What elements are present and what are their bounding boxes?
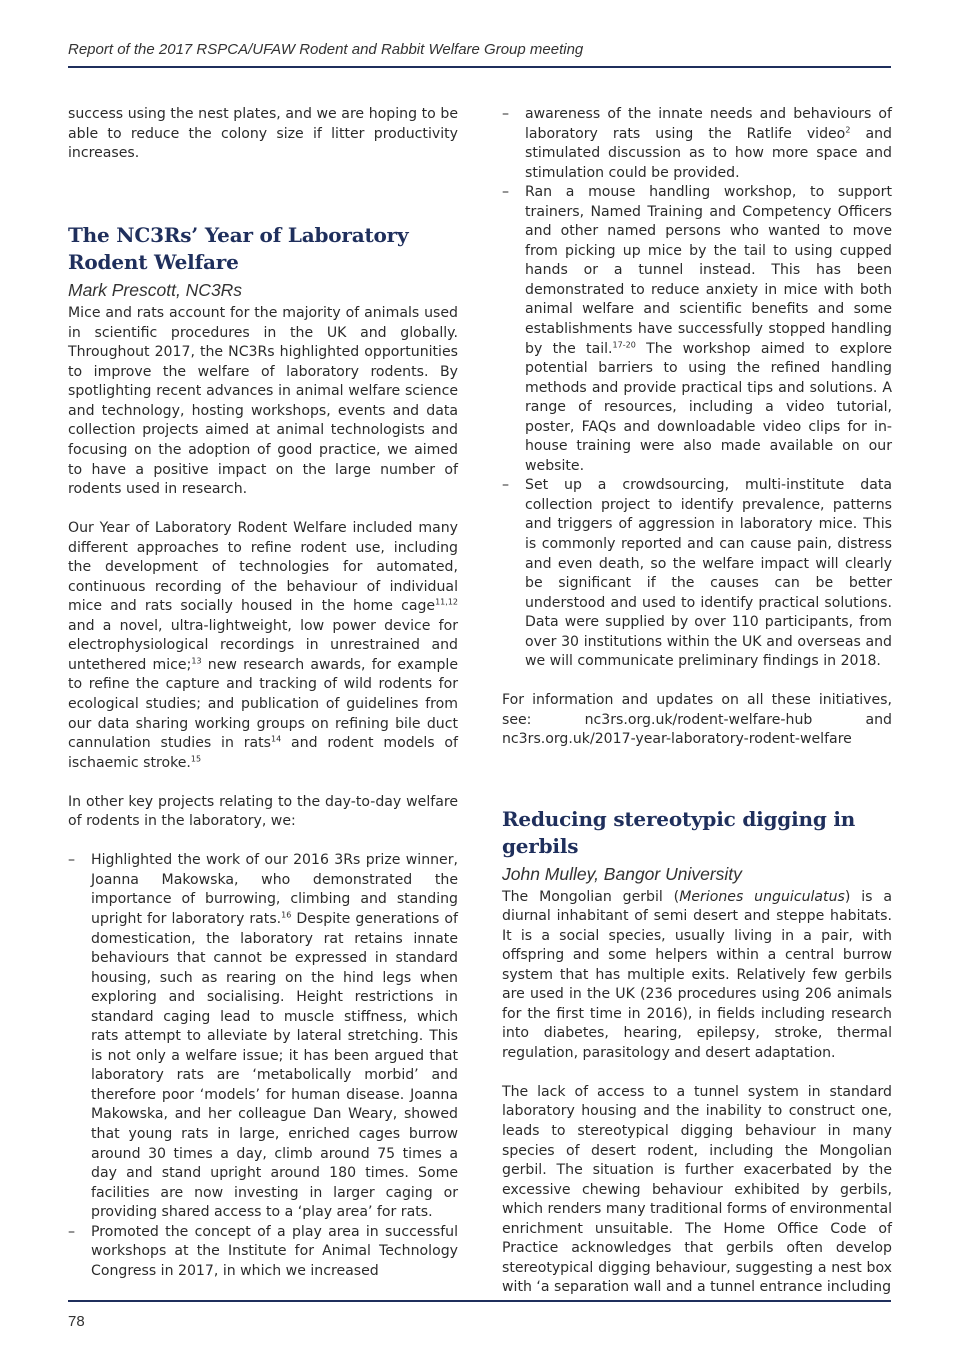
species-name: Meriones unguiculatus (679, 888, 845, 905)
paragraph-text: and rodent models of ischaemic stroke. (68, 735, 458, 771)
left-column (68, 105, 458, 1301)
list-item-text: Despite generations of domestication, the laboratory rat retains innate behaviours that cannot be expressed in standard housing, such as rearing on the hind legs when exploring and socialising. Height restrictions in standard caging lead to muscle stiffness, which rats attempt to alleviate by lateral stretching. This is not only a welfare issue; it has been argued that laboratory rats are ‘metabolically morbid’ and therefore poor ‘models’ for human disease. Joanna Makowska, and her colleague Dan Weary, showed that young rats in large, enriched cages burrow around 30 times a day, climb around 75 times a day and stand upright around 180 times. Some facilities are now investing in larger caging or providing shared access to a ‘play area’ for rats. (91, 910, 458, 1221)
paragraph-text: and a novel, ultra-lightweight, low power device for electrophysiological recordings in unrestrained and untethered mice; (68, 617, 458, 673)
paragraph: In other key projects relating to the day-to-day welfare of rodents in the laboratory, we: (68, 793, 458, 830)
right-column (502, 105, 892, 1317)
paragraph-text: new research awards, for example to refine the capture and tracking of wild rodents for ecological studies; and publication of guidelines from our data sharing working groups on refining bile duct cannulation studies in rats (68, 656, 458, 752)
intro-paragraph: success using the nest plates, and we are hoping to be able to reduce the colony size if litter productivity increases. (68, 106, 458, 162)
footer-rule (68, 1300, 891, 1302)
list-item (68, 1223, 458, 1282)
paragraph-text: The Mongolian gerbil ( (502, 888, 680, 905)
list-item-continued (502, 105, 892, 183)
list-item (502, 183, 892, 476)
list-item-text: and stimulated discussion as to how more space and stimulation could be provided. (525, 125, 892, 181)
reference-marker: 14 (271, 734, 282, 744)
spacer (502, 770, 892, 806)
list-item-text: Promoted the concept of a play area in successful workshops at the Institute for Animal Technology Congress in 2017, in which we increased (91, 1223, 458, 1279)
list-item-text: Ran a mouse handling workshop, to support trainers, Named Training and Competency Officers and other named persons who wanted to move from picking up mice by the tail to using cupped hands or a tunnel instead. This has been demonstrated to reduce anxiety in mice with both animal welfare and scientific benefits and some establishments have successfully stopped handling by the tail. (525, 184, 892, 357)
bullet-list (502, 105, 892, 672)
info-paragraph: For information and updates on all these initiatives, see: nc3rs.org.uk/rodent-welfare-hub and nc3rs.org.uk/2017-year-laboratory-rodent-welfare (502, 692, 892, 748)
page-header (68, 40, 891, 68)
paragraph (68, 519, 458, 773)
paragraph: The lack of access to a tunnel system in standard laboratory housing and the inability to construct one, leads to stereotypical digging behaviour in many species of desert rodent, including the Mongolian gerbil. The situation is further exacerbated by the excessive chewing behaviour exhibited by gerbils, which renders many traditional forms of environmental enrichment unsuitable. The Home Office Code of Practice acknowledges that gerbils often develop stereotypical digging behaviour, suggesting a nest box with ‘a separation wall and a tunnel entrance including (502, 1083, 892, 1296)
list-item (502, 476, 892, 671)
reference-marker: 13 (191, 656, 202, 666)
list-item-text: The workshop aimed to explore potential barriers to using the refined handling methods and provide practical tips and solutions. A range of resources, including a video tutorial, poster, FAQs and downloadable video clips for in-house training were also made available on our website. (525, 340, 892, 474)
paragraph-text: Our Year of Laboratory Rodent Welfare included many different approaches to refine rodent use, including the development of technologies for automated, continuous recording of the behaviour of individual mice and rats socially housed in the home cage (68, 520, 458, 615)
reference-marker: 17-20 (612, 339, 636, 349)
author-byline: Mark Prescott, NC3Rs (68, 280, 243, 301)
paragraph-text: ) is a diurnal inhabitant of semi desert and steppe habitats. It is a social species, usually living in a pair, with offspring and some helpers within a central burrow system that has multiple exits. Relatively few gerbils are used in the UK (236 procedures using 206 animals for the first time in 2016), in fields including research into diabetes, hearing, epilepsy, stroke, thermal regulation, parasitology and desert adaptation. (502, 888, 892, 1061)
section-heading-gerbils: Reducing stereotypic digging in gerbils (502, 806, 856, 858)
list-item-text: Set up a crowdsourcing, multi-institute data collection project to identify prevalence, patterns and triggers of aggression in laboratory mice. This is commonly reported and can cause pain, distress and even death, so the welfare impact will clearly be significant if the causes can be better understood and used to identify practical solutions. Data were supplied by over 110 participants, from over 30 institutions within the UK and overseas and we will communicate preliminary findings in 2018. (525, 477, 892, 670)
list-item-text: awareness of the innate needs and behaviours of laboratory rats using the Ratlife video (525, 106, 892, 142)
reference-marker: 2 (845, 124, 851, 134)
page-number: 78 (68, 1313, 85, 1330)
section-heading-nc3rs: The NC3Rs’ Year of Laboratory Rodent Welfare (68, 223, 409, 275)
reference-marker: 11,12 (435, 597, 458, 607)
running-title: Report of the 2017 RSPCA/UFAW Rodent and Rabbit Welfare Group meeting (68, 41, 584, 58)
spacer (68, 183, 458, 222)
paragraph (502, 888, 892, 1064)
bullet-list (68, 851, 458, 1281)
reference-marker: 15 (190, 753, 202, 763)
paragraph: Mice and rats account for the majority of animals used in scientific procedures in the UK and globally. Throughout 2017, the NC3Rs highlighted opportunities to improve the welfare of laboratory rodents. By spotlighting recent advances in animal welfare science and technology, hosting workshops, events and data collection projects aimed at animal technologists and focusing on the adoption of good practice, we aimed to have a positive impact on the large number of rodents used in research. (68, 305, 458, 498)
reference-marker: 16 (281, 910, 292, 920)
list-item-text: Highlighted the work of our 2016 3Rs prize winner, Joanna Makowska, who demonstrated the importance of burrowing, climbing and standing upright for laboratory rats. (91, 852, 458, 927)
list-item (68, 851, 458, 1222)
author-byline: John Mulley, Bangor University (502, 863, 742, 884)
